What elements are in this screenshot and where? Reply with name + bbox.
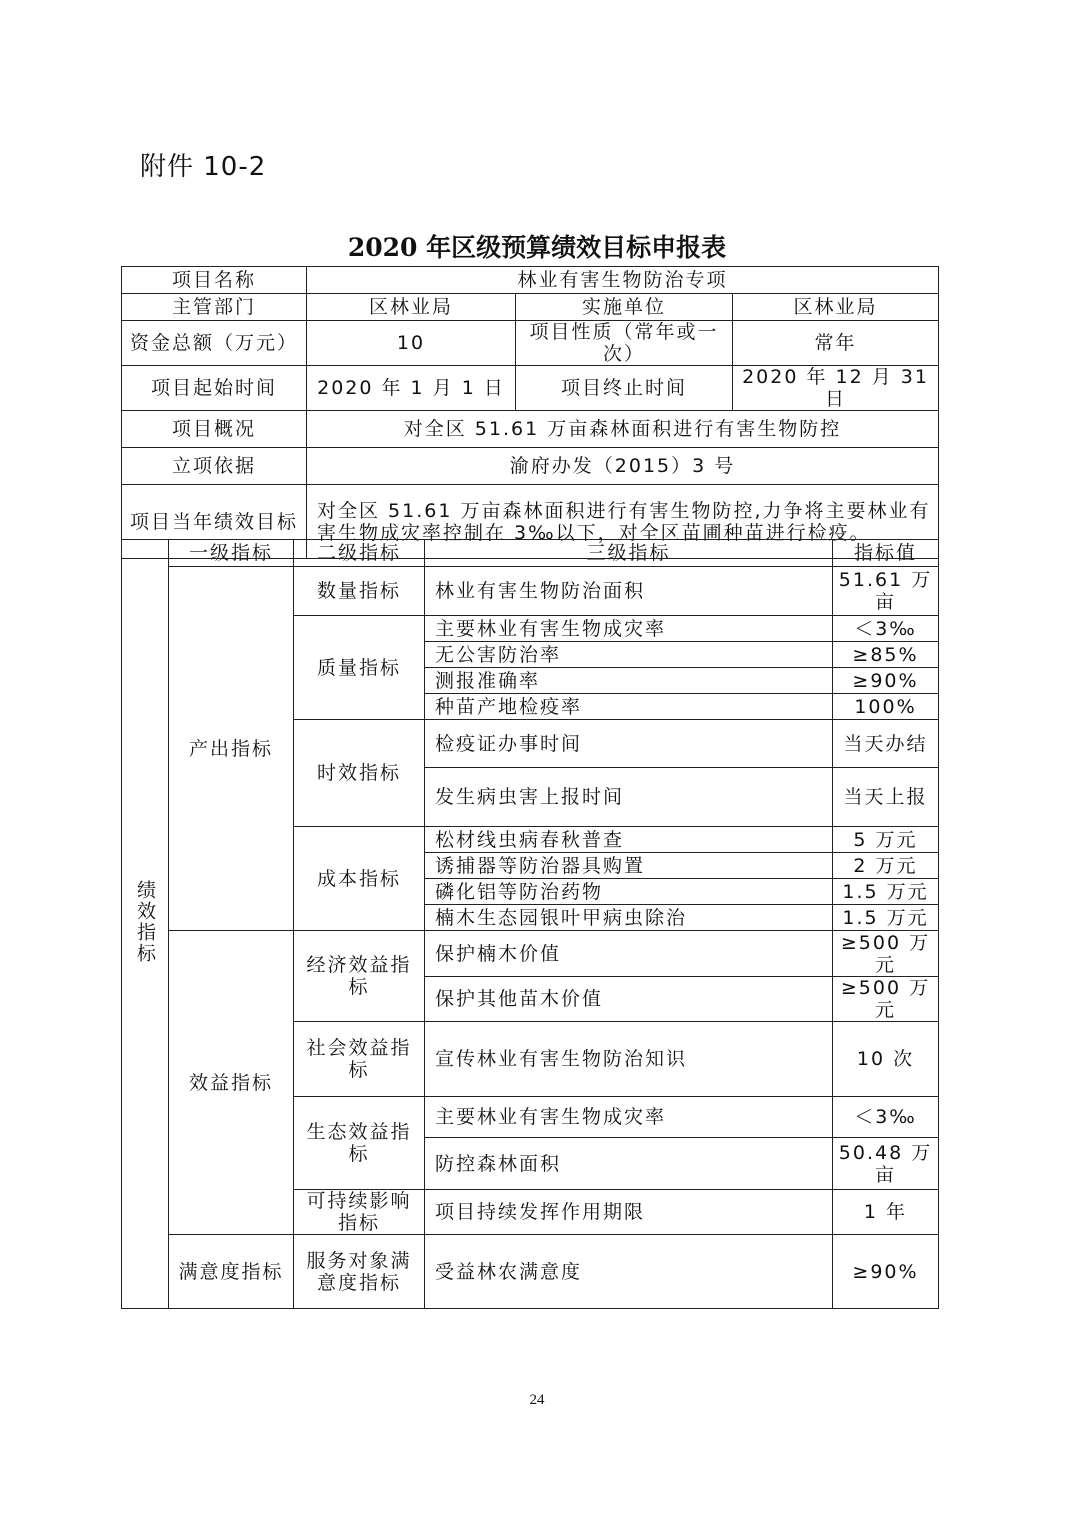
indicator-name: 测报准确率 — [425, 668, 833, 694]
indicator-name: 无公害防治率 — [425, 642, 833, 668]
label-cell: 实施单位 — [516, 294, 733, 321]
indicator-name: 主要林业有害生物成灾率 — [425, 616, 833, 642]
department: 区林业局 — [307, 294, 516, 321]
header-cell: 三级指标 — [425, 540, 833, 567]
level2-cell: 经济效益指标 — [294, 931, 425, 1022]
level2-cell: 社会效益指标 — [294, 1022, 425, 1097]
header-cell: 指标值 — [833, 540, 939, 567]
indicator-value: 100% — [833, 694, 939, 720]
label-cell: 项目当年绩效目标 — [122, 485, 307, 559]
indicator-value: ≥85% — [833, 642, 939, 668]
indicator-name: 项目持续发挥作用期限 — [425, 1190, 833, 1235]
indicator-name: 检疫证办事时间 — [425, 720, 833, 768]
indicator-value: ＜3‰ — [833, 616, 939, 642]
indicator-value: 5 万元 — [833, 827, 939, 853]
indicator-value: 2 万元 — [833, 853, 939, 879]
label-cell: 项目终止时间 — [516, 366, 733, 411]
funds: 10 — [307, 321, 516, 366]
indicator-name: 楠木生态园银叶甲病虫除治 — [425, 905, 833, 931]
attachment-label: 附件 10-2 — [140, 152, 267, 182]
indicator-name: 保护楠木价值 — [425, 931, 833, 977]
indicator-value: ≥500 万元 — [833, 931, 939, 977]
label-cell: 资金总额（万元） — [122, 321, 307, 366]
project-name: 林业有害生物防治专项 — [307, 267, 939, 294]
indicator-name: 保护其他苗木价值 — [425, 977, 833, 1022]
indicator-name: 受益林农满意度 — [425, 1235, 833, 1309]
nature: 常年 — [733, 321, 939, 366]
indicator-value: 1.5 万元 — [833, 905, 939, 931]
project-info-table — [121, 266, 939, 559]
label-cell: 项目概况 — [122, 411, 307, 448]
level2-cell: 质量指标 — [294, 616, 425, 720]
indicator-value: 51.61 万亩 — [833, 567, 939, 616]
level1-cell: 效益指标 — [169, 931, 294, 1235]
label-cell: 项目性质（常年或一次） — [516, 321, 733, 366]
end-date: 2020 年 12 月 31 日 — [733, 366, 939, 411]
level1-cell: 满意度指标 — [169, 1235, 294, 1309]
indicator-value: 1 年 — [833, 1190, 939, 1235]
indicator-value: ＜3‰ — [833, 1097, 939, 1138]
indicator-name: 松材线虫病春秋普查 — [425, 827, 833, 853]
indicator-value: ≥90% — [833, 1235, 939, 1309]
label-cell: 项目起始时间 — [122, 366, 307, 411]
indicator-table — [121, 539, 939, 1309]
indicator-value: ≥500 万元 — [833, 977, 939, 1022]
label-cell: 主管部门 — [122, 294, 307, 321]
header-cell: 一级指标 — [169, 540, 294, 567]
indicator-name: 主要林业有害生物成灾率 — [425, 1097, 833, 1138]
overview: 对全区 51.61 万亩森林面积进行有害生物防控 — [307, 411, 939, 448]
level2-cell: 成本指标 — [294, 827, 425, 931]
indicator-value: 1.5 万元 — [833, 879, 939, 905]
indicator-name: 诱捕器等防治器具购置 — [425, 853, 833, 879]
label-cell: 立项依据 — [122, 448, 307, 485]
indicator-value: 当天上报 — [833, 768, 939, 827]
indicator-value: 50.48 万亩 — [833, 1138, 939, 1190]
level1-cell: 产出指标 — [169, 567, 294, 931]
indicator-name: 磷化铝等防治药物 — [425, 879, 833, 905]
side-label: 绩效指标 — [122, 540, 169, 1309]
indicator-value: 当天办结 — [833, 720, 939, 768]
page-number: 24 — [529, 1392, 545, 1408]
level2-cell: 数量指标 — [294, 567, 425, 616]
indicator-value: 10 次 — [833, 1022, 939, 1097]
indicator-name: 林业有害生物防治面积 — [425, 567, 833, 616]
indicator-name: 种苗产地检疫率 — [425, 694, 833, 720]
label-cell: 项目名称 — [122, 267, 307, 294]
level2-cell: 服务对象满意度指标 — [294, 1235, 425, 1309]
page-title: 2020 年区级预算绩效目标申报表 — [347, 233, 727, 262]
level2-cell: 生态效益指标 — [294, 1097, 425, 1190]
indicator-name: 防控森林面积 — [425, 1138, 833, 1190]
level2-cell: 可持续影响指标 — [294, 1190, 425, 1235]
annual-goal: 对全区 51.61 万亩森林面积进行有害生物防控,力争将主要林业有害生物成灾率控制在 3‰以下，对全区苗圃种苗进行检疫。 — [307, 485, 939, 559]
start-date: 2020 年 1 月 1 日 — [307, 366, 516, 411]
header-cell: 二级指标 — [294, 540, 425, 567]
indicator-name: 发生病虫害上报时间 — [425, 768, 833, 827]
indicator-value: ≥90% — [833, 668, 939, 694]
implementer: 区林业局 — [733, 294, 939, 321]
level2-cell: 时效指标 — [294, 720, 425, 827]
basis: 渝府办发（2015）3 号 — [307, 448, 939, 485]
indicator-name: 宣传林业有害生物防治知识 — [425, 1022, 833, 1097]
